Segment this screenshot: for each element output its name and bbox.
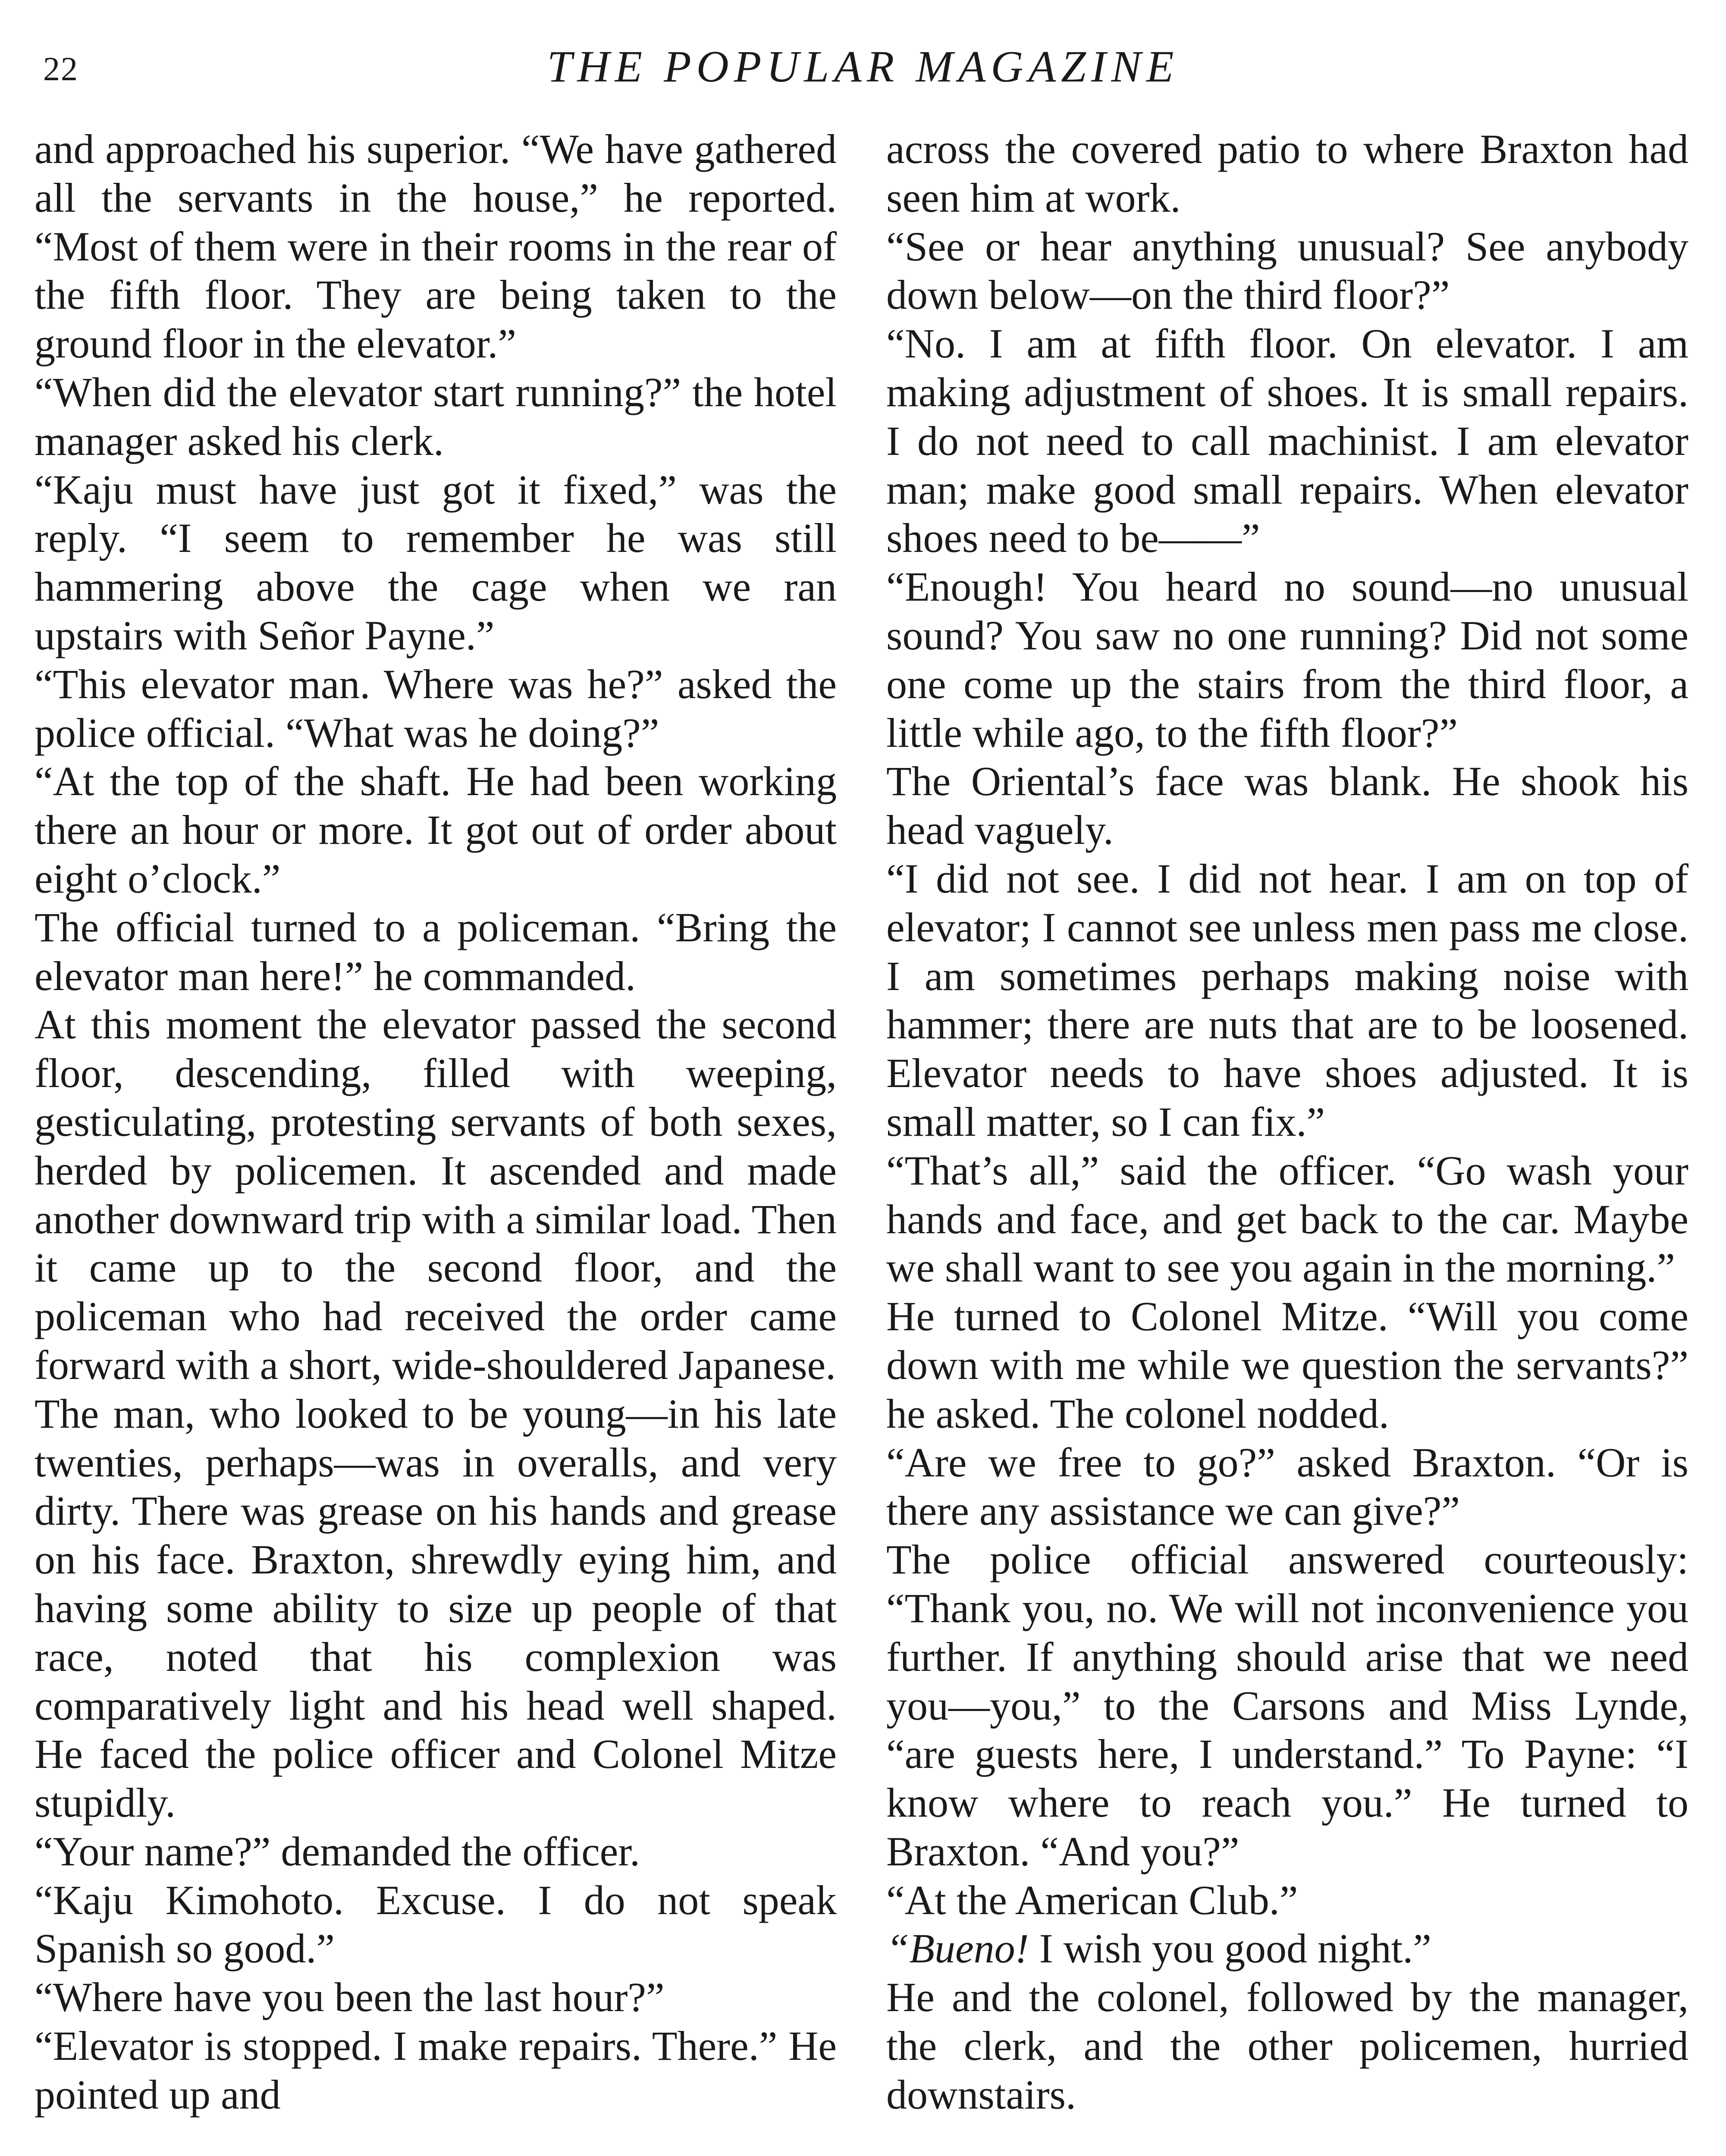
- paragraph: “See or hear anything unusual? See anybody down below—on the third floor?”: [886, 223, 1688, 318]
- right-column: [886, 125, 1688, 2119]
- page-header: [35, 41, 1691, 97]
- paragraph: and approached his superior. “We have gathered all the servants in the house,” he reported. “Most of them were in their rooms in the rear of the fifth floor. They are being taken to the ground floor in the elevator.”: [35, 126, 837, 367]
- paragraph: The Oriental’s face was blank. He shook his head vaguely.: [886, 758, 1688, 853]
- left-column: [35, 125, 837, 2119]
- italic-word: “Bueno!: [886, 1925, 1029, 1972]
- paragraph: “Your name?” demanded the officer.: [35, 1828, 640, 1874]
- paragraph: “Elevator is stopped. I make repairs. There.” He pointed up and: [35, 2023, 837, 2118]
- paragraph: “Kaju must have just got it fixed,” was the reply. “I seem to remember he was still hammering above the cage when we ran upstairs with Señor Payne.”: [35, 466, 837, 658]
- paragraph: “Where have you been the last hour?”: [35, 1974, 665, 2021]
- running-title: THE POPULAR MAGAZINE: [547, 42, 1179, 91]
- paragraph: “At the top of the shaft. He had been working there an hour or more. It got out of order about eight o’clock.”: [35, 758, 837, 902]
- paragraph: “Are we free to go?” asked Braxton. “Or is there any assistance we can give?”: [886, 1439, 1688, 1534]
- paragraph: At this moment the elevator passed the second floor, descending, filled with weeping, gesticulating, protesting servants of both sexes, herded by policemen. It ascended and made another downward trip with a similar load. Then it came up to the second floor, and the policeman who had received the order came forward with a short, wide-shouldered Japanese.: [35, 1001, 837, 1388]
- paragraph: [886, 1924, 1688, 1973]
- paragraph: across the covered patio to where Braxton had seen him at work.: [886, 126, 1688, 221]
- paragraph-text: I wish you good night.”: [1029, 1925, 1431, 1972]
- paragraph: “When did the elevator start running?” the hotel manager asked his clerk.: [35, 369, 837, 464]
- paragraph: The official turned to a policeman. “Bring the elevator man here!” he commanded.: [35, 904, 837, 999]
- paragraph: The police official answered courteously: “Thank you, no. We will not inconvenience you further. If anything should arise that we need you—you,” to the Carsons and Miss Lynde, “are guests here, I understand.” To Payne: “I know where to reach you.” He turned to Braxton. “And you?”: [886, 1536, 1688, 1874]
- paragraph: The man, who looked to be young—in his late twenties, perhaps—was in overalls, and very dirty. There was grease on his hands and grease on his face. Braxton, shrewdly eying him, and having some ability to size up people of that race, noted that his complexion was comparatively light and his head well shaped. He faced the police officer and Colonel Mitze stupidly.: [35, 1390, 837, 1826]
- paragraph: “Kaju Kimohoto. Excuse. I do not speak Spanish so good.”: [35, 1877, 837, 1972]
- paragraph: He and the colonel, followed by the manager, the clerk, and the other policemen, hurried downstairs.: [886, 1974, 1688, 2118]
- paragraph: “At the American Club.”: [886, 1877, 1298, 1923]
- page-number: 22: [43, 50, 78, 88]
- paragraph: He turned to Colonel Mitze. “Will you come down with me while we question the servants?” he asked. The colonel nodded.: [886, 1293, 1688, 1437]
- paragraph: “No. I am at fifth floor. On elevator. I am making adjustment of shoes. It is small repairs. I do not need to call machinist. I am elevator man; make good small repairs. When elevator shoes need to be——”: [886, 320, 1688, 561]
- paragraph: “I did not see. I did not hear. I am on top of elevator; I cannot see unless men pass me close. I am sometimes perhaps making noise with hammer; there are nuts that are to be loosened. Elevator needs to have shoes adjusted. It is small matter, so I can fix.”: [886, 855, 1688, 1145]
- paragraph: “Enough! You heard no sound—no unusual sound? You saw no one running? Did not some one come up the stairs from the third floor, a little while ago, to the fifth floor?”: [886, 564, 1688, 756]
- paragraph: “That’s all,” said the officer. “Go wash your hands and face, and get back to the car. Maybe we shall want to see you again in the morning.”: [886, 1147, 1688, 1291]
- paragraph: “This elevator man. Where was he?” asked the police official. “What was he doing?”: [35, 661, 837, 756]
